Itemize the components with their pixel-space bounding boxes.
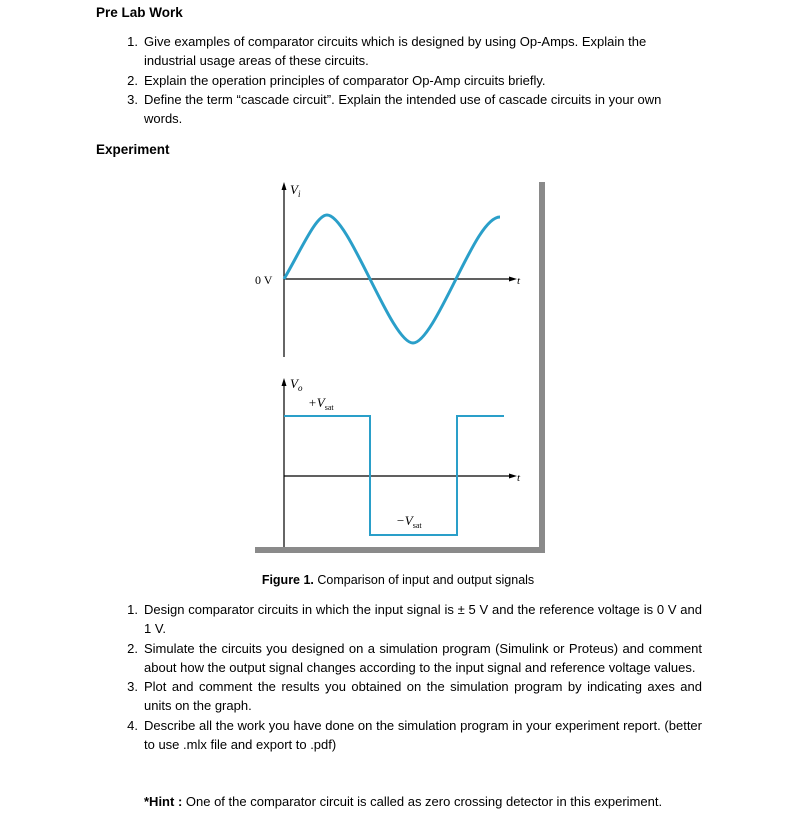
caption-text: Comparison of input and output signals <box>313 573 535 587</box>
frame-shadow-bottom <box>255 547 545 553</box>
frame-shadow-right <box>539 182 545 553</box>
item-text: Design comparator circuits in which the input signal is ± 5 V and the reference voltage is 0 V and 1 V. <box>144 602 702 637</box>
item-number: 3. <box>127 679 138 695</box>
pos-vsat-label: $+V_{sat}$ <box>308 395 334 412</box>
vi-axis-arrow <box>282 182 287 190</box>
list-item <box>127 716 702 755</box>
experiment-list <box>127 600 702 754</box>
item-number: 3. <box>127 91 138 107</box>
pre-lab-heading: Pre Lab Work <box>96 5 183 20</box>
item-number: 4. <box>127 717 138 733</box>
item-text: Define the term “cascade circuit”. Explain the intended use of cascade circuits in your own words. <box>144 91 662 127</box>
top-t-label: t <box>517 275 521 287</box>
hint-label: *Hint : <box>144 794 183 809</box>
list-item <box>127 639 702 678</box>
bottom-time-axis-arrow <box>509 474 517 479</box>
caption-label: Figure 1. <box>261 573 314 587</box>
experiment-heading: Experiment <box>96 142 170 157</box>
item-number: 2. <box>127 72 138 88</box>
top-time-axis-arrow <box>509 277 517 282</box>
figure-caption <box>0 573 796 587</box>
neg-vsat-label: $-V_{sat}$ <box>396 513 422 530</box>
item-number: 1. <box>127 602 138 617</box>
item-text: Simulate the circuits you designed on a simulation program (Simulink or Proteus) and comment about how the output signal changes according to the input signal and reference voltage values. <box>144 640 702 675</box>
item-number: 2. <box>127 640 138 656</box>
item-text: Describe all the work you have done on the simulation program in your experiment report. (better to use .mlx file and export to .pdf) <box>144 717 702 753</box>
item-text: Plot and comment the results you obtained on the simulation program by indicating axes and units on the graph. <box>144 679 702 714</box>
hint-text: One of the comparator circuit is called as zero crossing detector in this experiment. <box>182 794 663 809</box>
hint-note <box>144 794 662 809</box>
bottom-t-label: t <box>517 472 521 484</box>
list-item <box>127 677 702 716</box>
item-number: 1. <box>127 34 138 49</box>
vo-axis-arrow <box>282 378 287 386</box>
vo-label: $V_o$ <box>290 376 303 393</box>
item-text: Give examples of comparator circuits which is designed by using Op-Amps. Explain the industrial usage areas of these circuits. <box>144 34 647 69</box>
zero-volt-label: 0 V <box>255 273 273 287</box>
item-text: Explain the operation principles of comparator Op-Amp circuits briefly. <box>144 72 546 88</box>
list-item <box>127 600 702 639</box>
vi-label: $V_i$ <box>290 182 301 199</box>
